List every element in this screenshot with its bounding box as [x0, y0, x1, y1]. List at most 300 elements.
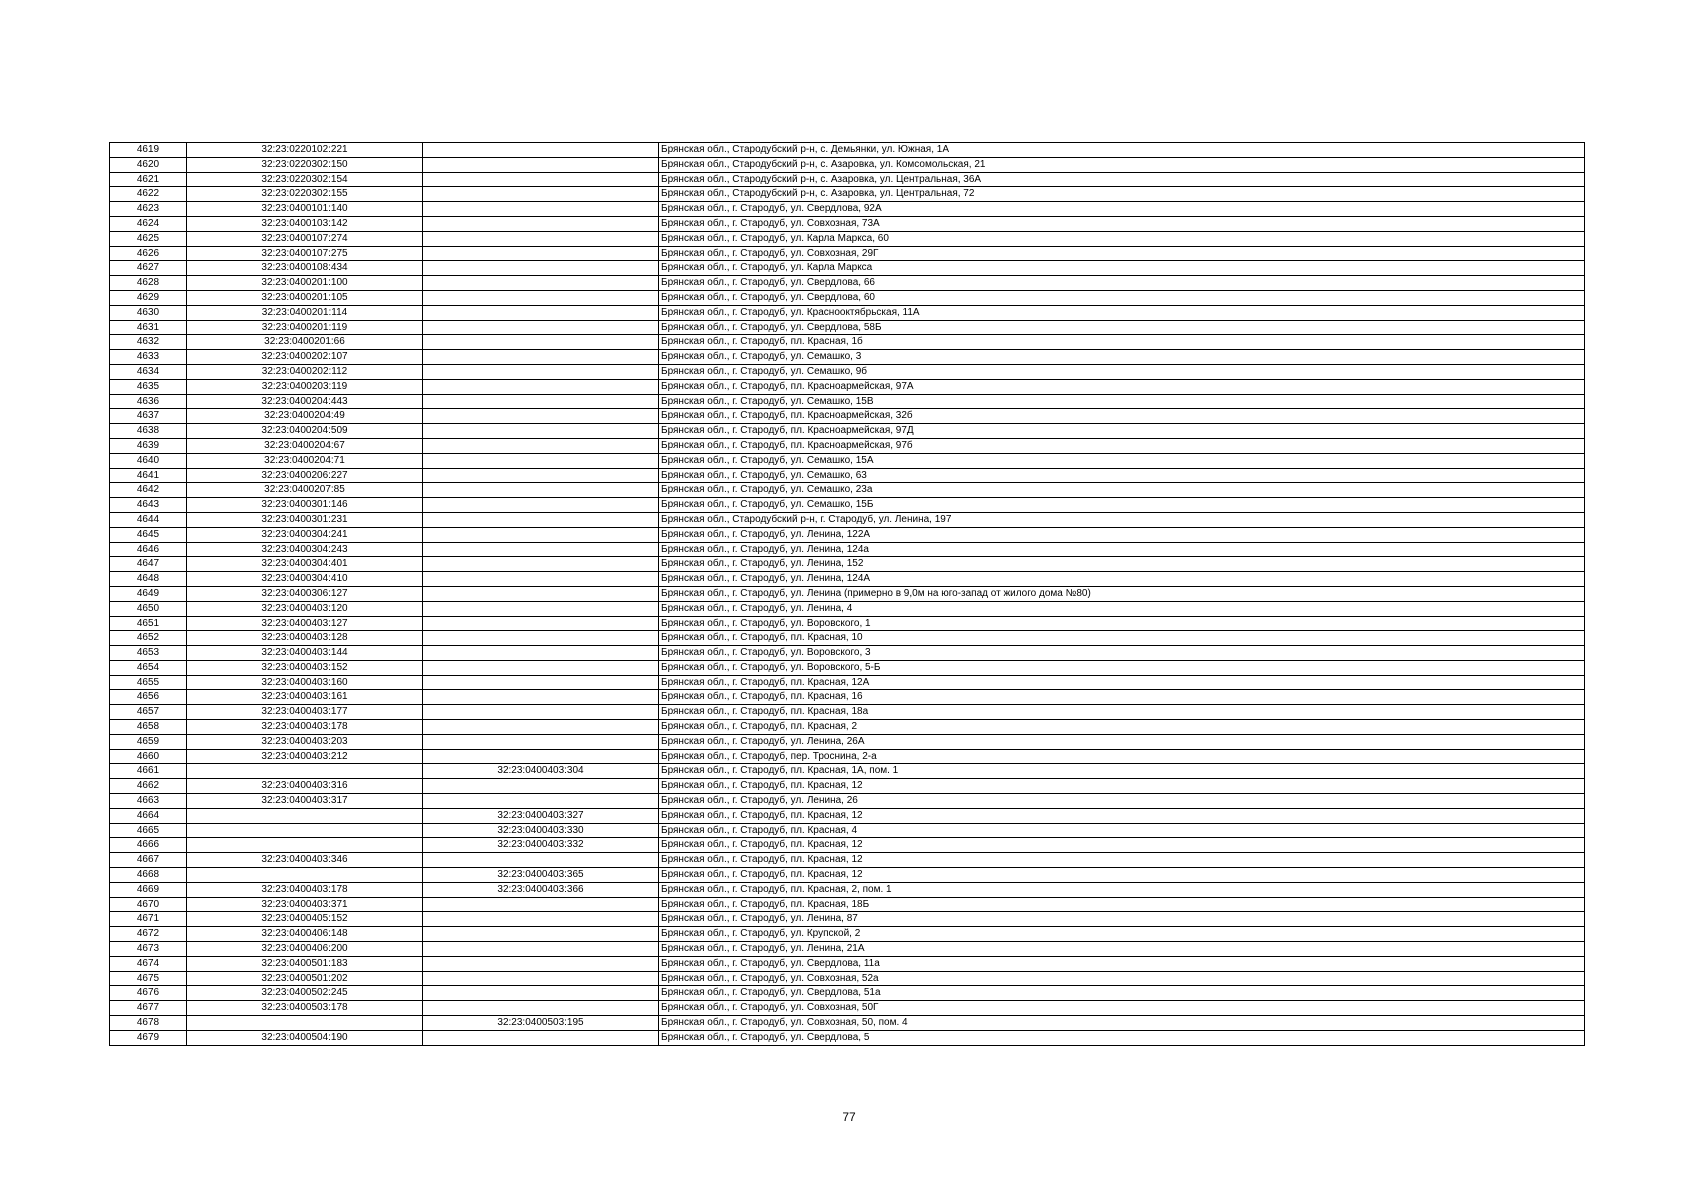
premises-cadastral-number-cell: 32:23:0400403:332	[423, 838, 659, 853]
address-cell: Брянская обл., г. Стародуб, ул. Ленина, 4	[659, 601, 1585, 616]
table-row	[110, 498, 1585, 513]
address-cell: Брянская обл., г. Стародуб, пл. Красная, 1А, пом. 1	[659, 764, 1585, 779]
row-number-cell: 4624	[110, 216, 187, 231]
cadastral-number-cell: 32:23:0400403:346	[187, 853, 423, 868]
table-row	[110, 172, 1585, 187]
address-cell: Брянская обл., г. Стародуб, ул. Совхозная, 29Г	[659, 246, 1585, 261]
address-cell: Брянская обл., г. Стародуб, пл. Красноармейская, 97А	[659, 379, 1585, 394]
table-row	[110, 453, 1585, 468]
table-row	[110, 409, 1585, 424]
cadastral-number-cell: 32:23:0220102:221	[187, 143, 423, 158]
premises-cadastral-number-cell	[423, 720, 659, 735]
cadastral-number-cell: 32:23:0400204:443	[187, 394, 423, 409]
table-row	[110, 690, 1585, 705]
table-row	[110, 290, 1585, 305]
table-row	[110, 823, 1585, 838]
premises-cadastral-number-cell	[423, 986, 659, 1001]
table-row	[110, 586, 1585, 601]
premises-cadastral-number-cell	[423, 335, 659, 350]
cadastral-number-cell: 32:23:0400304:241	[187, 527, 423, 542]
premises-cadastral-number-cell	[423, 675, 659, 690]
premises-cadastral-number-cell	[423, 172, 659, 187]
cadastral-number-cell	[187, 868, 423, 883]
premises-cadastral-number-cell	[423, 143, 659, 158]
row-number-cell: 4667	[110, 853, 187, 868]
table-row	[110, 601, 1585, 616]
table-row	[110, 1030, 1585, 1045]
registry-table-body	[110, 143, 1585, 1046]
row-number-cell: 4637	[110, 409, 187, 424]
premises-cadastral-number-cell	[423, 438, 659, 453]
address-cell: Брянская обл., г. Стародуб, ул. Ленина, 152	[659, 557, 1585, 572]
table-row	[110, 542, 1585, 557]
table-row	[110, 675, 1585, 690]
cadastral-number-cell: 32:23:0400204:509	[187, 424, 423, 439]
table-row	[110, 157, 1585, 172]
table-row	[110, 764, 1585, 779]
cadastral-number-cell	[187, 823, 423, 838]
table-row	[110, 868, 1585, 883]
row-number-cell: 4631	[110, 320, 187, 335]
address-cell: Брянская обл., г. Стародуб, пл. Красная, 18а	[659, 705, 1585, 720]
row-number-cell: 4647	[110, 557, 187, 572]
row-number-cell: 4662	[110, 779, 187, 794]
cadastral-number-cell: 32:23:0400304:243	[187, 542, 423, 557]
cadastral-number-cell: 32:23:0400504:190	[187, 1030, 423, 1045]
cadastral-number-cell: 32:23:0220302:150	[187, 157, 423, 172]
premises-cadastral-number-cell	[423, 705, 659, 720]
table-row	[110, 527, 1585, 542]
table-row	[110, 143, 1585, 158]
row-number-cell: 4675	[110, 971, 187, 986]
row-number-cell: 4621	[110, 172, 187, 187]
table-row	[110, 616, 1585, 631]
row-number-cell: 4672	[110, 927, 187, 942]
cadastral-number-cell: 32:23:0400201:105	[187, 290, 423, 305]
cadastral-number-cell: 32:23:0400304:410	[187, 572, 423, 587]
row-number-cell: 4635	[110, 379, 187, 394]
cadastral-number-cell: 32:23:0400301:231	[187, 512, 423, 527]
row-number-cell: 4670	[110, 897, 187, 912]
address-cell: Брянская обл., г. Стародуб, ул. Ленина, 26А	[659, 734, 1585, 749]
address-cell: Брянская обл., Стародубский р-н, с. Азаровка, ул. Центральная, 36А	[659, 172, 1585, 187]
row-number-cell: 4661	[110, 764, 187, 779]
premises-cadastral-number-cell	[423, 542, 659, 557]
address-cell: Брянская обл., г. Стародуб, ул. Семашко, 9б	[659, 364, 1585, 379]
row-number-cell: 4664	[110, 808, 187, 823]
cadastral-number-cell: 32:23:0400304:401	[187, 557, 423, 572]
page-number: 77	[842, 1110, 856, 1124]
cadastral-number-cell: 32:23:0400206:227	[187, 468, 423, 483]
premises-cadastral-number-cell	[423, 971, 659, 986]
premises-cadastral-number-cell	[423, 424, 659, 439]
cadastral-number-cell: 32:23:0400306:127	[187, 586, 423, 601]
row-number-cell: 4668	[110, 868, 187, 883]
row-number-cell: 4638	[110, 424, 187, 439]
cadastral-number-cell: 32:23:0400403:144	[187, 646, 423, 661]
table-row	[110, 394, 1585, 409]
address-cell: Брянская обл., г. Стародуб, ул. Крупской, 2	[659, 927, 1585, 942]
row-number-cell: 4633	[110, 350, 187, 365]
row-number-cell: 4666	[110, 838, 187, 853]
row-number-cell: 4620	[110, 157, 187, 172]
row-number-cell: 4659	[110, 734, 187, 749]
premises-cadastral-number-cell	[423, 409, 659, 424]
row-number-cell: 4645	[110, 527, 187, 542]
address-cell: Брянская обл., г. Стародуб, пл. Красная, 12	[659, 808, 1585, 823]
table-row	[110, 305, 1585, 320]
row-number-cell: 4674	[110, 956, 187, 971]
cadastral-number-cell	[187, 1016, 423, 1031]
row-number-cell: 4644	[110, 512, 187, 527]
premises-cadastral-number-cell	[423, 1030, 659, 1045]
cadastral-number-cell: 32:23:0400403:178	[187, 882, 423, 897]
address-cell: Брянская обл., г. Стародуб, пл. Красная, 4	[659, 823, 1585, 838]
premises-cadastral-number-cell	[423, 557, 659, 572]
premises-cadastral-number-cell	[423, 794, 659, 809]
table-row	[110, 350, 1585, 365]
address-cell: Брянская обл., г. Стародуб, ул. Свердлова, 92А	[659, 202, 1585, 217]
premises-cadastral-number-cell: 32:23:0400503:195	[423, 1016, 659, 1031]
row-number-cell: 4641	[110, 468, 187, 483]
table-row	[110, 720, 1585, 735]
premises-cadastral-number-cell	[423, 586, 659, 601]
cadastral-number-cell: 32:23:0400101:140	[187, 202, 423, 217]
premises-cadastral-number-cell	[423, 305, 659, 320]
cadastral-number-cell	[187, 808, 423, 823]
address-cell: Брянская обл., г. Стародуб, ул. Совхозная, 52а	[659, 971, 1585, 986]
address-cell: Брянская обл., г. Стародуб, ул. Воровского, 5-Б	[659, 660, 1585, 675]
address-cell: Брянская обл., г. Стародуб, ул. Ленина, 21А	[659, 942, 1585, 957]
address-cell: Брянская обл., Стародубский р-н, с. Азаровка, ул. Комсомольская, 21	[659, 157, 1585, 172]
address-cell: Брянская обл., г. Стародуб, пл. Красная, 2, пом. 1	[659, 882, 1585, 897]
premises-cadastral-number-cell	[423, 616, 659, 631]
premises-cadastral-number-cell	[423, 572, 659, 587]
table-row	[110, 927, 1585, 942]
table-row	[110, 231, 1585, 246]
address-cell: Брянская обл., Стародубский р-н, с. Демьянки, ул. Южная, 1А	[659, 143, 1585, 158]
table-row	[110, 631, 1585, 646]
premises-cadastral-number-cell: 32:23:0400403:365	[423, 868, 659, 883]
premises-cadastral-number-cell	[423, 734, 659, 749]
table-row	[110, 320, 1585, 335]
premises-cadastral-number-cell	[423, 749, 659, 764]
row-number-cell: 4671	[110, 912, 187, 927]
premises-cadastral-number-cell	[423, 320, 659, 335]
address-cell: Брянская обл., г. Стародуб, ул. Совхозная, 73А	[659, 216, 1585, 231]
table-row	[110, 335, 1585, 350]
table-row	[110, 364, 1585, 379]
row-number-cell: 4660	[110, 749, 187, 764]
table-row	[110, 216, 1585, 231]
row-number-cell: 4634	[110, 364, 187, 379]
row-number-cell: 4643	[110, 498, 187, 513]
table-row	[110, 557, 1585, 572]
premises-cadastral-number-cell	[423, 512, 659, 527]
row-number-cell: 4654	[110, 660, 187, 675]
table-row	[110, 971, 1585, 986]
premises-cadastral-number-cell	[423, 498, 659, 513]
cadastral-number-cell: 32:23:0400207:85	[187, 483, 423, 498]
table-row	[110, 572, 1585, 587]
table-row	[110, 942, 1585, 957]
address-cell: Брянская обл., г. Стародуб, ул. Ленина, 26	[659, 794, 1585, 809]
premises-cadastral-number-cell	[423, 483, 659, 498]
premises-cadastral-number-cell: 32:23:0400403:327	[423, 808, 659, 823]
address-cell: Брянская обл., г. Стародуб, ул. Свердлова, 11а	[659, 956, 1585, 971]
address-cell: Брянская обл., г. Стародуб, пер. Троснина, 2-а	[659, 749, 1585, 764]
address-cell: Брянская обл., г. Стародуб, пл. Красная, 12	[659, 838, 1585, 853]
row-number-cell: 4679	[110, 1030, 187, 1045]
cadastral-number-cell: 32:23:0400403:152	[187, 660, 423, 675]
table-row	[110, 1001, 1585, 1016]
cadastral-number-cell: 32:23:0400202:107	[187, 350, 423, 365]
row-number-cell: 4648	[110, 572, 187, 587]
premises-cadastral-number-cell	[423, 261, 659, 276]
address-cell: Брянская обл., г. Стародуб, ул. Семашко, 23а	[659, 483, 1585, 498]
premises-cadastral-number-cell	[423, 1001, 659, 1016]
row-number-cell: 4676	[110, 986, 187, 1001]
row-number-cell: 4663	[110, 794, 187, 809]
premises-cadastral-number-cell	[423, 231, 659, 246]
row-number-cell: 4677	[110, 1001, 187, 1016]
row-number-cell: 4649	[110, 586, 187, 601]
address-cell: Брянская обл., г. Стародуб, ул. Семашко, 3	[659, 350, 1585, 365]
table-row	[110, 986, 1585, 1001]
table-row	[110, 660, 1585, 675]
premises-cadastral-number-cell	[423, 202, 659, 217]
cadastral-number-cell: 32:23:0400403:316	[187, 779, 423, 794]
cadastral-number-cell: 32:23:0400204:71	[187, 453, 423, 468]
premises-cadastral-number-cell	[423, 379, 659, 394]
premises-cadastral-number-cell: 32:23:0400403:304	[423, 764, 659, 779]
row-number-cell: 4619	[110, 143, 187, 158]
row-number-cell: 4642	[110, 483, 187, 498]
premises-cadastral-number-cell	[423, 631, 659, 646]
address-cell: Брянская обл., г. Стародуб, ул. Семашко, 15А	[659, 453, 1585, 468]
cadastral-number-cell: 32:23:0400204:67	[187, 438, 423, 453]
row-number-cell: 4669	[110, 882, 187, 897]
cadastral-number-cell: 32:23:0400403:177	[187, 705, 423, 720]
cadastral-number-cell: 32:23:0400203:119	[187, 379, 423, 394]
cadastral-number-cell: 32:23:0400202:112	[187, 364, 423, 379]
premises-cadastral-number-cell	[423, 187, 659, 202]
row-number-cell: 4628	[110, 276, 187, 291]
table-row	[110, 468, 1585, 483]
row-number-cell: 4656	[110, 690, 187, 705]
cadastral-number-cell: 32:23:0400403:160	[187, 675, 423, 690]
cadastral-number-cell: 32:23:0400403:128	[187, 631, 423, 646]
table-row	[110, 808, 1585, 823]
cadastral-number-cell: 32:23:0400403:371	[187, 897, 423, 912]
cadastral-number-cell: 32:23:0400103:142	[187, 216, 423, 231]
premises-cadastral-number-cell	[423, 394, 659, 409]
cadastral-number-cell: 32:23:0400503:178	[187, 1001, 423, 1016]
premises-cadastral-number-cell	[423, 601, 659, 616]
row-number-cell: 4630	[110, 305, 187, 320]
premises-cadastral-number-cell	[423, 290, 659, 305]
premises-cadastral-number-cell	[423, 350, 659, 365]
address-cell: Брянская обл., г. Стародуб, ул. Свердлова, 51а	[659, 986, 1585, 1001]
row-number-cell: 4632	[110, 335, 187, 350]
premises-cadastral-number-cell	[423, 853, 659, 868]
table-row	[110, 838, 1585, 853]
address-cell: Брянская обл., Стародубский р-н, г. Стародуб, ул. Ленина, 197	[659, 512, 1585, 527]
premises-cadastral-number-cell	[423, 246, 659, 261]
address-cell: Брянская обл., г. Стародуб, пл. Красная, 12	[659, 779, 1585, 794]
table-row	[110, 483, 1585, 498]
address-cell: Брянская обл., г. Стародуб, ул. Свердлова, 58Б	[659, 320, 1585, 335]
premises-cadastral-number-cell	[423, 660, 659, 675]
table-row	[110, 246, 1585, 261]
table-row	[110, 912, 1585, 927]
address-cell: Брянская обл., г. Стародуб, ул. Семашко, 15Б	[659, 498, 1585, 513]
row-number-cell: 4673	[110, 942, 187, 957]
row-number-cell: 4655	[110, 675, 187, 690]
premises-cadastral-number-cell	[423, 216, 659, 231]
address-cell: Брянская обл., г. Стародуб, ул. Свердлова, 5	[659, 1030, 1585, 1045]
row-number-cell: 4629	[110, 290, 187, 305]
cadastral-number-cell: 32:23:0400301:146	[187, 498, 423, 513]
row-number-cell: 4626	[110, 246, 187, 261]
premises-cadastral-number-cell	[423, 364, 659, 379]
cadastral-number-cell: 32:23:0400403:127	[187, 616, 423, 631]
premises-cadastral-number-cell	[423, 956, 659, 971]
row-number-cell: 4665	[110, 823, 187, 838]
table-row	[110, 1016, 1585, 1031]
cadastral-number-cell: 32:23:0400403:178	[187, 720, 423, 735]
cadastral-number-cell: 32:23:0400403:317	[187, 794, 423, 809]
cadastral-number-cell: 32:23:0400403:120	[187, 601, 423, 616]
premises-cadastral-number-cell	[423, 942, 659, 957]
address-cell: Брянская обл., г. Стародуб, ул. Карла Маркса	[659, 261, 1585, 276]
cadastral-number-cell: 32:23:0400405:152	[187, 912, 423, 927]
address-cell: Брянская обл., г. Стародуб, пл. Красная, 2	[659, 720, 1585, 735]
table-row	[110, 379, 1585, 394]
address-cell: Брянская обл., г. Стародуб, ул. Ленина, 122А	[659, 527, 1585, 542]
address-cell: Брянская обл., Стародубский р-н, с. Азаровка, ул. Центральная, 72	[659, 187, 1585, 202]
premises-cadastral-number-cell	[423, 468, 659, 483]
row-number-cell: 4646	[110, 542, 187, 557]
cadastral-number-cell	[187, 764, 423, 779]
cadastral-number-cell: 32:23:0400501:183	[187, 956, 423, 971]
cadastral-number-cell: 32:23:0400406:200	[187, 942, 423, 957]
table-row	[110, 882, 1585, 897]
table-row	[110, 512, 1585, 527]
address-cell: Брянская обл., г. Стародуб, пл. Красноармейская, 97Д	[659, 424, 1585, 439]
address-cell: Брянская обл., г. Стародуб, ул. Краснооктябрьская, 11А	[659, 305, 1585, 320]
row-number-cell: 4627	[110, 261, 187, 276]
address-cell: Брянская обл., г. Стародуб, пл. Красная, 1б	[659, 335, 1585, 350]
cadastral-number-cell: 32:23:0400201:114	[187, 305, 423, 320]
table-row	[110, 794, 1585, 809]
cadastral-number-cell: 32:23:0400403:161	[187, 690, 423, 705]
address-cell: Брянская обл., г. Стародуб, ул. Ленина (примерно в 9,0м на юго-запад от жилого дома №80)	[659, 586, 1585, 601]
address-cell: Брянская обл., г. Стародуб, ул. Семашко, 15В	[659, 394, 1585, 409]
row-number-cell: 4678	[110, 1016, 187, 1031]
row-number-cell: 4636	[110, 394, 187, 409]
premises-cadastral-number-cell: 32:23:0400403:330	[423, 823, 659, 838]
cadastral-number-cell: 32:23:0220302:154	[187, 172, 423, 187]
table-row	[110, 734, 1585, 749]
table-row	[110, 261, 1585, 276]
row-number-cell: 4640	[110, 453, 187, 468]
premises-cadastral-number-cell	[423, 527, 659, 542]
cadastral-number-cell: 32:23:0400403:203	[187, 734, 423, 749]
premises-cadastral-number-cell	[423, 276, 659, 291]
row-number-cell: 4622	[110, 187, 187, 202]
table-row	[110, 956, 1585, 971]
cadastral-number-cell: 32:23:0400201:100	[187, 276, 423, 291]
cadastral-number-cell: 32:23:0400107:275	[187, 246, 423, 261]
address-cell: Брянская обл., г. Стародуб, ул. Свердлова, 66	[659, 276, 1585, 291]
cadastral-number-cell: 32:23:0400403:212	[187, 749, 423, 764]
row-number-cell: 4653	[110, 646, 187, 661]
table-row	[110, 749, 1585, 764]
address-cell: Брянская обл., г. Стародуб, ул. Карла Маркса, 60	[659, 231, 1585, 246]
cadastral-number-cell: 32:23:0400502:245	[187, 986, 423, 1001]
address-cell: Брянская обл., г. Стародуб, ул. Ленина, 124а	[659, 542, 1585, 557]
address-cell: Брянская обл., г. Стародуб, ул. Совхозная, 50Г	[659, 1001, 1585, 1016]
table-row	[110, 424, 1585, 439]
table-row	[110, 438, 1585, 453]
premises-cadastral-number-cell	[423, 646, 659, 661]
premises-cadastral-number-cell	[423, 690, 659, 705]
row-number-cell: 4623	[110, 202, 187, 217]
premises-cadastral-number-cell	[423, 157, 659, 172]
row-number-cell: 4650	[110, 601, 187, 616]
premises-cadastral-number-cell: 32:23:0400403:366	[423, 882, 659, 897]
address-cell: Брянская обл., г. Стародуб, пл. Красная, 18Б	[659, 897, 1585, 912]
cadastral-number-cell: 32:23:0400108:434	[187, 261, 423, 276]
table-row	[110, 646, 1585, 661]
address-cell: Брянская обл., г. Стародуб, ул. Свердлова, 60	[659, 290, 1585, 305]
table-row	[110, 705, 1585, 720]
cadastral-number-cell	[187, 838, 423, 853]
premises-cadastral-number-cell	[423, 453, 659, 468]
row-number-cell: 4652	[110, 631, 187, 646]
table-row	[110, 187, 1585, 202]
address-cell: Брянская обл., г. Стародуб, ул. Ленина, 124А	[659, 572, 1585, 587]
premises-cadastral-number-cell	[423, 779, 659, 794]
address-cell: Брянская обл., г. Стародуб, пл. Красная, 10	[659, 631, 1585, 646]
address-cell: Брянская обл., г. Стародуб, ул. Воровского, 1	[659, 616, 1585, 631]
cadastral-number-cell: 32:23:0220302:155	[187, 187, 423, 202]
address-cell: Брянская обл., г. Стародуб, пл. Красноармейская, 32б	[659, 409, 1585, 424]
table-row	[110, 897, 1585, 912]
row-number-cell: 4657	[110, 705, 187, 720]
cadastral-number-cell: 32:23:0400501:202	[187, 971, 423, 986]
row-number-cell: 4625	[110, 231, 187, 246]
address-cell: Брянская обл., г. Стародуб, ул. Воровского, 3	[659, 646, 1585, 661]
address-cell: Брянская обл., г. Стародуб, ул. Ленина, 87	[659, 912, 1585, 927]
address-cell: Брянская обл., г. Стародуб, ул. Семашко, 63	[659, 468, 1585, 483]
address-cell: Брянская обл., г. Стародуб, пл. Красная, 16	[659, 690, 1585, 705]
premises-cadastral-number-cell	[423, 912, 659, 927]
table-row	[110, 853, 1585, 868]
cadastral-number-cell: 32:23:0400201:66	[187, 335, 423, 350]
address-cell: Брянская обл., г. Стародуб, пл. Красная, 12	[659, 853, 1585, 868]
address-cell: Брянская обл., г. Стародуб, ул. Совхозная, 50, пом. 4	[659, 1016, 1585, 1031]
cadastral-number-cell: 32:23:0400204:49	[187, 409, 423, 424]
premises-cadastral-number-cell	[423, 897, 659, 912]
cadastral-number-cell: 32:23:0400406:148	[187, 927, 423, 942]
address-cell: Брянская обл., г. Стародуб, пл. Красная, 12А	[659, 675, 1585, 690]
address-cell: Брянская обл., г. Стародуб, пл. Красноармейская, 97б	[659, 438, 1585, 453]
table-row	[110, 276, 1585, 291]
premises-cadastral-number-cell	[423, 927, 659, 942]
cadastral-number-cell: 32:23:0400107:274	[187, 231, 423, 246]
